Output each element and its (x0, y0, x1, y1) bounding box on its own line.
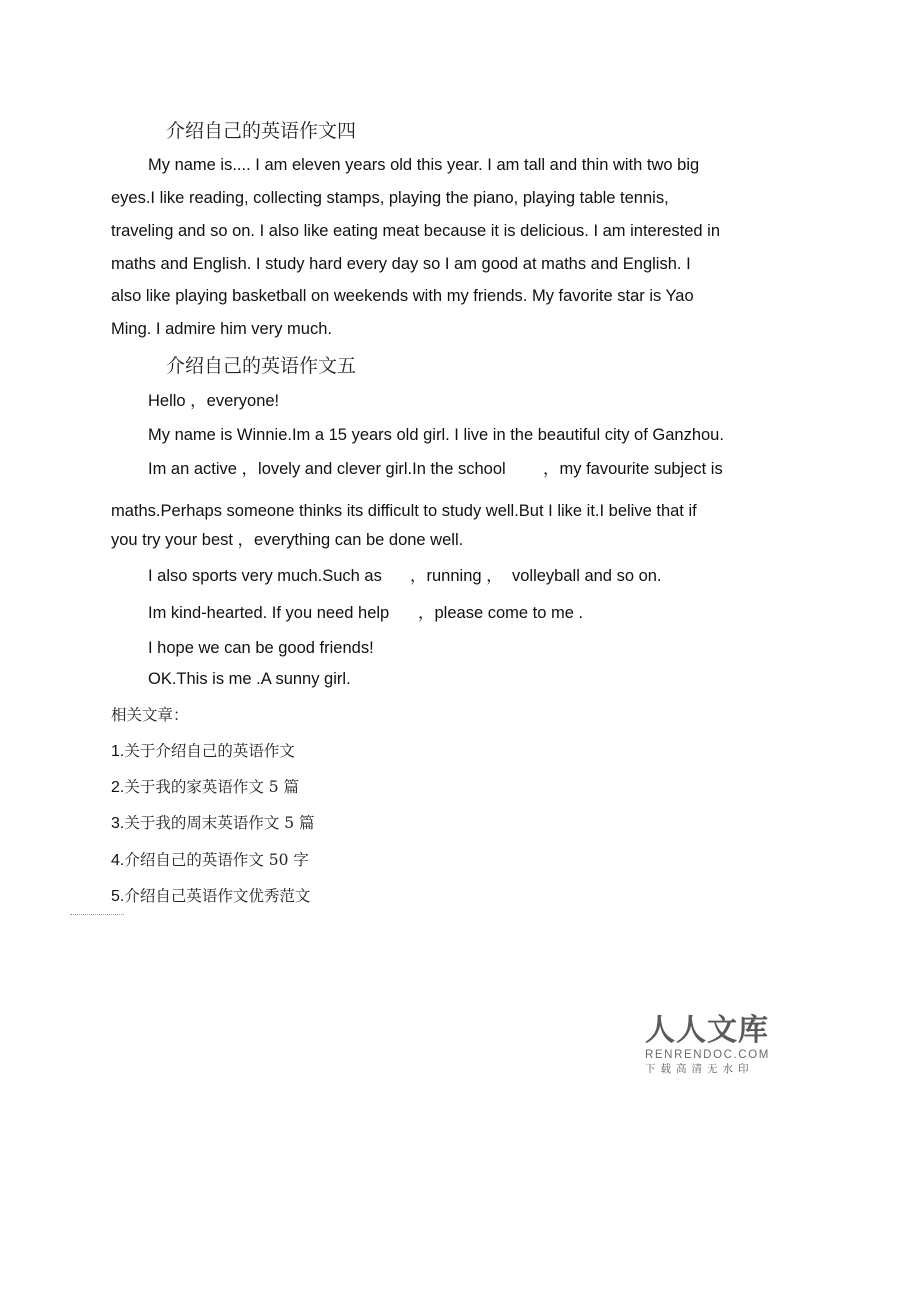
section5-active-b: ，my favourite subject is (543, 460, 723, 478)
section5-kind-a: Im kind-hearted. If you need help (148, 604, 390, 622)
related-link-5[interactable] (111, 884, 310, 906)
related-link-text: 关于我的家英语作文 5 篇 (124, 778, 300, 796)
section5-hope: I hope we can be good friends! (148, 639, 374, 657)
section5-intro: My name is Winnie.Im a 15 years old girl. I live in the beautiful city of Ganzhou. (148, 426, 724, 444)
related-link-number: 2. (111, 779, 125, 796)
renrendoc-watermark (645, 1014, 775, 1076)
section5-sports-b: ，running ， (410, 567, 503, 585)
section4-line-5: also like playing basketball on weekends with my friends. My favorite star is Yao (111, 287, 694, 305)
related-link-number: 1. (111, 743, 125, 760)
section5-active-a: Im an active ，lovely and clever girl.In the school (148, 460, 506, 478)
section5-maths-1: maths.Perhaps someone thinks its difficult to study well.But I like it.I belive that if (111, 502, 697, 520)
related-link-number: 4. (111, 852, 125, 869)
section5-kind-b: ，please come to me . (418, 604, 584, 622)
section4-line-6: Ming. I admire him very much. (111, 320, 332, 338)
section5-ok: OK.This is me .A sunny girl. (148, 670, 351, 688)
related-link-text: 介绍自己的英语作文 50 字 (124, 851, 309, 869)
watermark-tagline: 下载高清无水印 (645, 1063, 754, 1075)
related-link-3[interactable] (111, 811, 315, 833)
related-link-number: 3. (111, 815, 125, 832)
section4-line-2: eyes.I like reading, collecting stamps, playing the piano, playing table tennis, (111, 189, 669, 207)
section5-title: 介绍自己的英语作文五 (166, 355, 357, 377)
section4-line-1: My name is.... I am eleven years old this year. I am tall and thin with two big (148, 156, 700, 174)
related-link-text: 介绍自己英语作文优秀范文 (124, 887, 311, 905)
section4-title: 介绍自己的英语作文四 (166, 120, 357, 142)
footnote-divider (70, 914, 124, 915)
section5-sports-c: volleyball and so on. (512, 567, 662, 585)
related-link-text: 关于我的周末英语作文 5 篇 (124, 814, 315, 832)
section5-sports-a: I also sports very much.Such as (148, 567, 382, 585)
related-link-4[interactable] (111, 848, 309, 870)
section4-line-3: traveling and so on. I also like eating meat because it is delicious. I am interested in (111, 222, 721, 240)
related-link-number: 5. (111, 888, 125, 905)
watermark-url: RENRENDOC.COM (645, 1049, 770, 1061)
section4-line-4: maths and English. I study hard every day so I am good at maths and English. I (111, 255, 691, 273)
watermark-logo: 人人文库 (645, 1013, 769, 1048)
related-heading: 相关文章： (111, 706, 189, 724)
section5-maths-2: you try your best ，everything can be done well. (111, 531, 464, 549)
related-link-1[interactable] (111, 739, 295, 761)
related-link-text: 关于介绍自己的英语作文 (124, 742, 295, 760)
section5-greeting: Hello ，everyone! (148, 392, 280, 410)
related-link-2[interactable] (111, 775, 299, 797)
